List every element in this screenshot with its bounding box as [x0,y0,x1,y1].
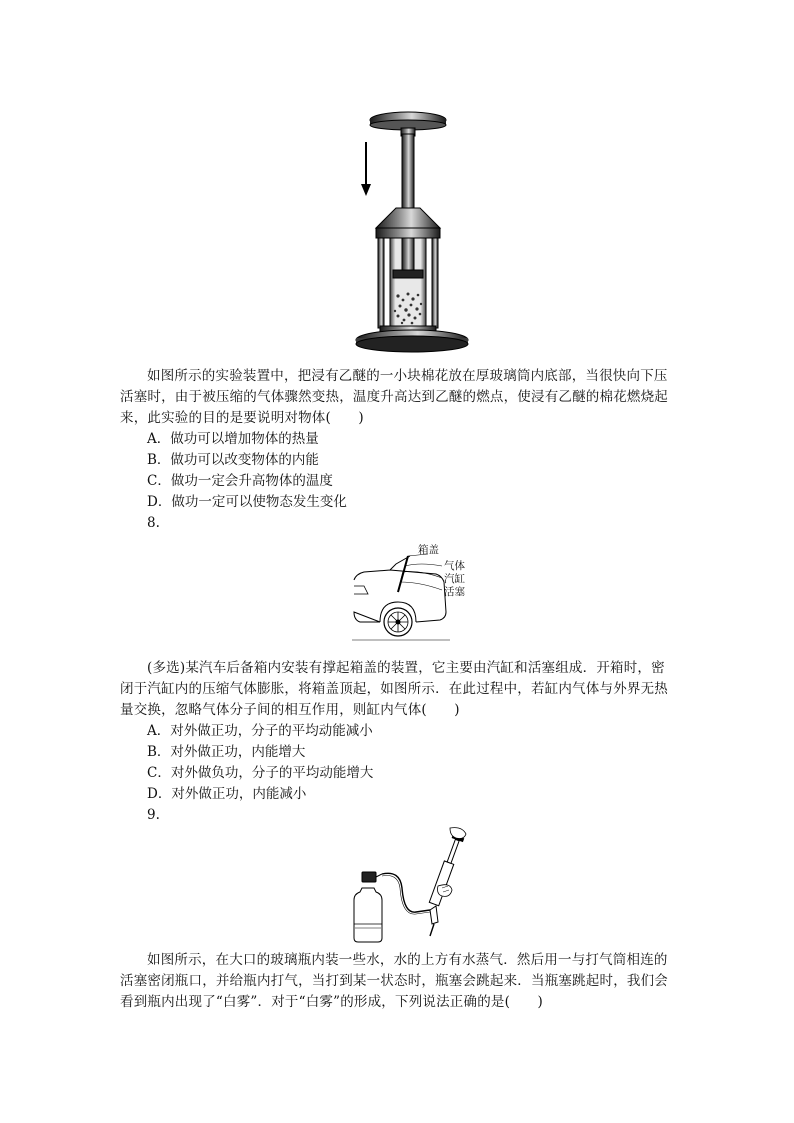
bottle-pump-figure [346,826,476,944]
q7-option-a: A．做功可以增加物体的热量 [147,431,319,447]
q8-option-a: A．对外做正功，分子的平均动能减小 [147,723,373,739]
car-trunk-figure [350,544,474,646]
q7-option-d: D．做功一定可以使物态发生变化 [147,494,347,510]
q7-option-b: B．做功可以改变物体的内能 [147,452,319,468]
q9-number: 9. [147,807,160,823]
q8-stem: (多选)某汽车后备箱内安装有撑起箱盖的装置，它主要由汽缸和活塞组成．开箱时，密闭于汽缸内的压缩气体膨胀，将箱盖顶起，如图所示．在此过程中，若缸内气体与外界无热量交换，忽略气体分子间的相互作用，则缸内气体( ) [120,660,668,718]
label-cylinder: 汽缸 [444,573,465,585]
q7-stem: 如图所示的实验装置中，把浸有乙醚的一小块棉花放在厚玻璃筒内底部，当很快向下压活塞时，由于被压缩的气体骤然变热，温度升高达到乙醚的燃点，使浸有乙醚的棉花燃烧起来，此实验的目的是要说明对物体( ) [120,368,668,426]
q8-option-c: C．对外做负功，分子的平均动能增大 [147,765,374,781]
q8-option-b: B．对外做正功，内能增大 [147,744,306,760]
q9-stem: 如图所示，在大口的玻璃瓶内装一些水，水的上方有水蒸气．然后用一与打气筒相连的活塞密闭瓶口，并给瓶内打气，当打到某一状态时，瓶塞会跳起来．当瓶塞跳起时，我们会看到瓶内出现了“白雾”．对于“白雾”的形成，下列说法正确的是( ) [120,952,668,1010]
label-piston: 活塞 [444,586,465,598]
q8-option-d: D．对外做正功，内能减小 [147,786,307,802]
q7-option-c: C．做功一定会升高物体的温度 [147,473,333,489]
q8-number: 8. [147,515,160,531]
fire-syringe-figure [340,108,480,354]
label-gas: 气体 [444,560,465,572]
label-trunk-lid: 箱盖 [418,544,439,556]
